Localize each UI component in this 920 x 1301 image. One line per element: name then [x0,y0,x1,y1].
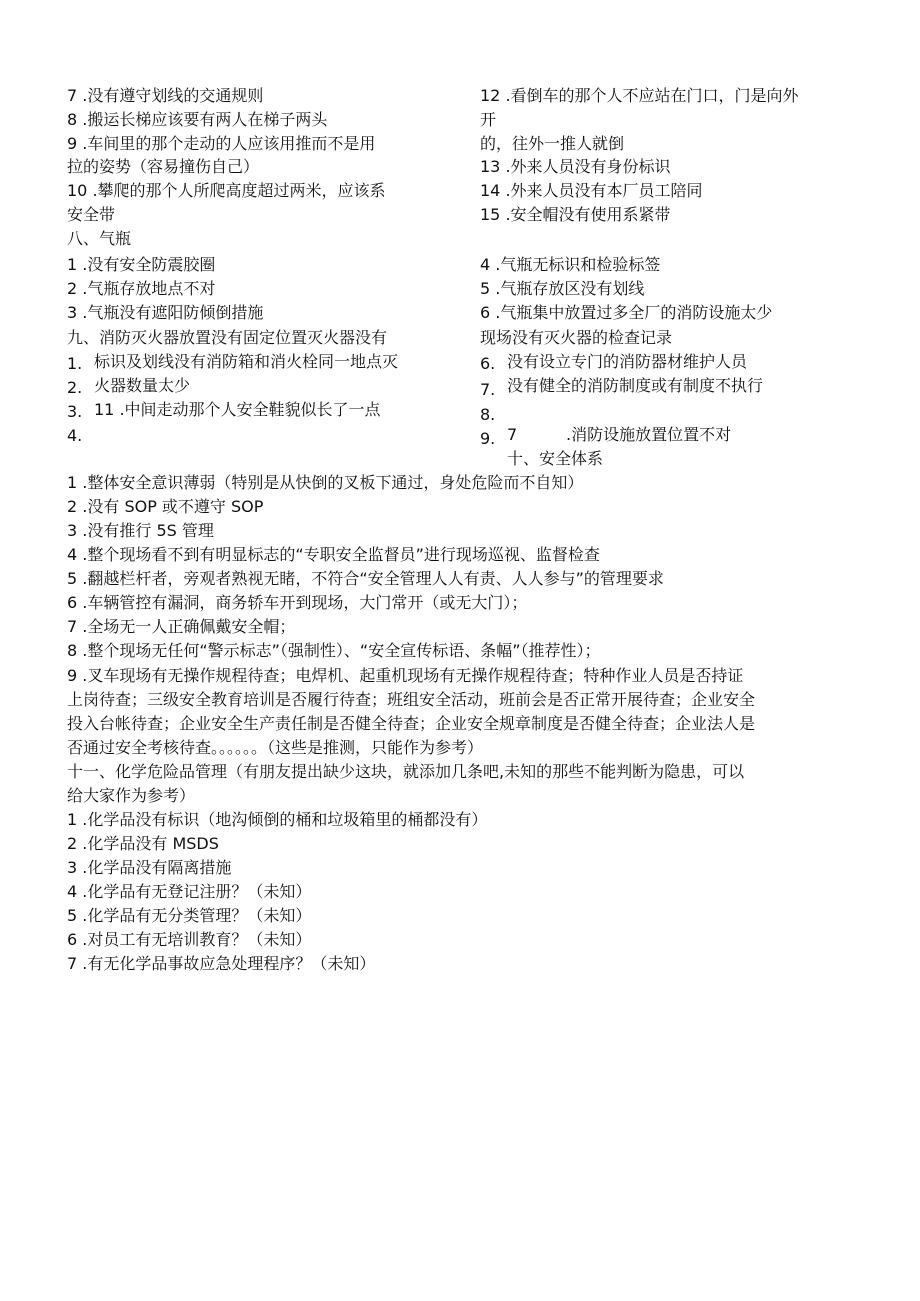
fire-item-maintainer: 没有设立专门的消防器材维护人员 [507,352,748,371]
left-line-9a: 9 .车间里的那个走动的人应该用推而不是用 [67,134,376,153]
right-line-15: 15 .安全帽没有使用系紧带 [480,205,671,224]
fire-item-2: 火器数量太少 [94,376,191,395]
fire-item-record: 现场没有灭火器的检查记录 [480,328,673,347]
system-item-9b: 上岗待查；三级安全教育培训是否履行待查；班组安全活动，班前会是否正常开展待查；企业安全 [67,690,756,709]
section-11-heading: 十一、化学危险品管理（有朋友提出缺少这块，就添加几条吧,未知的那些不能判断为隐患，可以 [67,762,745,781]
fire-num-7: 7. [480,380,496,399]
gas-item-5: 5 .气瓶存放区没有划线 [480,279,645,298]
right-line-12a: 12 .看倒车的那个人不应站在门口，门是向外 [480,86,799,105]
right-line-12b: 开 [480,110,497,129]
chem-item-5: 5 .化学品有无分类管理？（未知） [67,906,312,925]
system-item-2: 2 .没有 SOP 或不遵守 SOP [67,497,264,516]
left-line-10a: 10 .攀爬的那个人所爬高度超过两米，应该系 [67,181,386,200]
chem-item-3: 3 .化学品没有隔离措施 [67,858,232,877]
system-item-9c: 投入台帐待查；企业安全生产责任制是否健全待查；企业安全规章制度是否健全待查；企业法人是 [67,714,756,733]
fire-num-1: 1. [67,354,83,373]
gas-item-1: 1 .没有安全防震胶圈 [67,255,216,274]
fire-num-2: 2. [67,378,83,397]
chem-item-7: 7 .有无化学品事故应急处理程序？（未知） [67,954,376,973]
system-item-9d: 否通过安全考核待查。。。。。。（这些是推测，只能作为参考） [67,738,484,757]
section-8-heading: 八、气瓶 [67,229,132,248]
fire-item-7-num: 7 [507,425,518,444]
gas-item-3: 3 .气瓶没有遮阳防倾倒措施 [67,303,264,322]
chem-item-4: 4 .化学品有无登记注册？（未知） [67,882,312,901]
right-line-13: 13 .外来人员没有身份标识 [480,157,671,176]
fire-num-6: 6. [480,354,496,373]
fire-item-7-text: .消防设施放置位置不对 [566,425,732,444]
fire-item-1: 标识及划线没有消防箱和消火栓同一地点灭 [94,352,399,371]
gas-item-6: 6 .气瓶集中放置过多全厂的消防设施太少 [480,303,773,322]
gas-item-2: 2 .气瓶存放地点不对 [67,279,216,298]
section-11-heading-cont: 给大家作为参考） [67,786,196,805]
left-line-7: 7 .没有遵守划线的交通规则 [67,86,264,105]
left-line-10b: 安全带 [67,205,116,224]
system-item-9a: 9 .叉车现场有无操作规程待查；电焊机、起重机现场有无操作规程待查；特种作业人员是否持证 [67,666,744,685]
section-10-heading: 十、安全体系 [507,449,604,468]
left-line-8: 8 .搬运长梯应该要有两人在梯子两头 [67,110,328,129]
right-line-12c: 的，往外一推人就倒 [480,134,625,153]
system-item-3: 3 .没有推行 5S 管理 [67,521,214,540]
fire-num-9: 9. [480,429,496,448]
fire-item-3: 11 .中间走动那个人安全鞋貌似长了一点 [94,400,381,419]
section-9-heading: 九、消防灭火器放置没有固定位置灭火器没有 [67,328,388,347]
system-item-6: 6 .车辆管控有漏洞，商务轿车开到现场，大门常开（或无大门）； [67,593,528,612]
left-line-9b: 拉的姿势（容易撞伤自己） [67,157,260,176]
right-line-14: 14 .外来人员没有本厂员工陪同 [480,181,703,200]
chem-item-2: 2 .化学品没有 MSDS [67,834,219,853]
fire-item-system: 没有健全的消防制度或有制度不执行 [507,376,764,395]
system-item-5: 5 .翻越栏杆者，旁观者熟视无睹，不符合“安全管理人人有责、人人参与”的管理要求 [67,569,664,588]
chem-item-6: 6 .对员工有无培训教育？（未知） [67,930,312,949]
gas-item-4: 4 .气瓶无标识和检验标签 [480,255,661,274]
system-item-7: 7 .全场无一人正确佩戴安全帽； [67,617,296,636]
system-item-1: 1 .整体安全意识薄弱（特别是从快倒的叉板下通过，身处危险而不自知） [67,473,584,492]
fire-num-8: 8. [480,405,496,424]
chem-item-1: 1 .化学品没有标识（地沟倾倒的桶和垃圾箱里的桶都没有） [67,810,488,829]
system-item-8: 8 .整个现场无任何“警示标志”（强制性）、“安全宣传标语、条幅”（推荐性）； [67,641,601,660]
fire-num-3: 3. [67,402,83,421]
fire-num-4: 4. [67,426,83,445]
system-item-4: 4 .整个现场看不到有明显标志的“专职安全监督员”进行现场巡视、监督检查 [67,545,600,564]
